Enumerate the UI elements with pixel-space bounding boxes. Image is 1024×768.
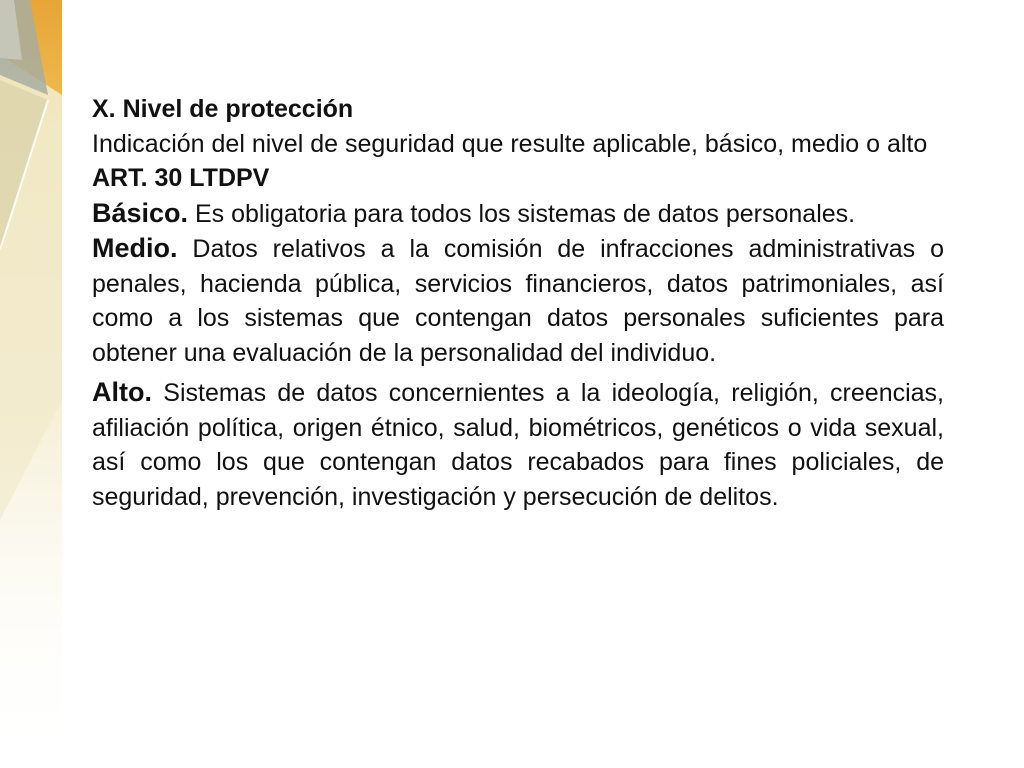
level-alto-description: Sistemas de datos concernientes a la ideología, religión, creencias, afiliación política, origen étnico, salud, biométricos, genéticos o vida sexual, así como los que contengan datos recabados para fines policiales, de seguridad, prevención, investigación y persecución de delitos. bbox=[92, 379, 945, 511]
level-basico-term: Básico. bbox=[92, 197, 189, 228]
level-alto bbox=[92, 375, 944, 514]
article-reference: ART. 30 LTDPV bbox=[92, 164, 270, 192]
side-decoration bbox=[0, 0, 62, 768]
level-alto-term: Alto. bbox=[92, 377, 152, 407]
level-medio-term: Medio. bbox=[92, 233, 178, 263]
level-basico bbox=[92, 196, 944, 232]
level-medio-description: Datos relativos a la comisión de infracciones administrativas o penales, hacienda pública, servicios financieros, datos patrimoniales, así como a los sistemas que contengan datos personales suficientes para obtener una evaluación de la personalidad del individuo. bbox=[92, 235, 944, 367]
slide-content bbox=[92, 92, 944, 514]
level-basico-description: Es obligatoria para todos los sistemas de datos personales. bbox=[195, 199, 856, 228]
intro-text: Indicación del nivel de seguridad que resulte aplicable, básico, medio o alto bbox=[92, 129, 928, 158]
section-title: X. Nivel de protección bbox=[92, 95, 354, 123]
level-medio bbox=[92, 231, 944, 370]
